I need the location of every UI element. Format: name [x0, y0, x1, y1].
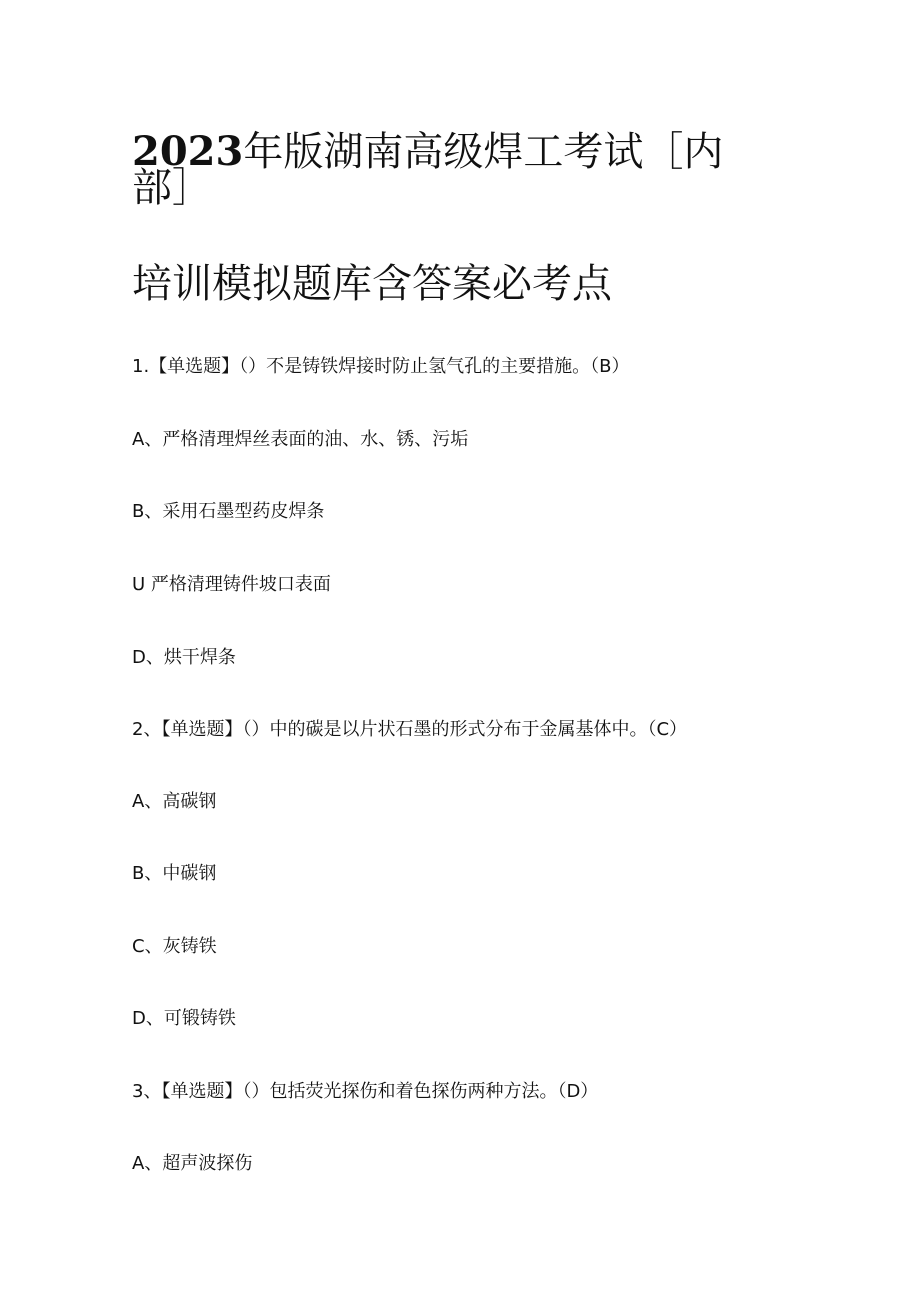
question-2-option-b: B、中碳钢: [132, 863, 217, 884]
document-title-line-2: 部］: [132, 165, 212, 211]
question-2-stem: 2、【单选题】（）中的碳是以片状石墨的形式分布于金属基体中。（C）: [132, 719, 688, 740]
question-1-option-a: A、严格清理焊丝表面的油、水、锈、污垢: [132, 429, 469, 450]
question-2-option-d: D、可锻铸铁: [132, 1008, 236, 1029]
title-line-1-text: 年版湖南高级焊工考试［内: [243, 129, 724, 175]
document-title-line-1: [132, 124, 723, 180]
question-1-option-d: D、烘干焊条: [132, 647, 236, 668]
question-2-option-c: C、灰铸铁: [132, 936, 217, 957]
question-3-option-a: A、超声波探伤: [132, 1153, 253, 1174]
title-year: 2023: [132, 128, 244, 175]
document-subtitle: 培训模拟题库含答案必考点: [132, 261, 612, 307]
question-1-option-b: B、采用石墨型药皮焊条: [132, 501, 325, 522]
question-1-option-c: U 严格清理铸件坡口表面: [132, 574, 331, 595]
question-1-stem: 1.【单选题】（）不是铸铁焊接时防止氢气孔的主要措施。（B）: [132, 356, 630, 377]
question-3-stem: 3、【单选题】（）包括荧光探伤和着色探伤两种方法。（D）: [132, 1081, 599, 1102]
question-2-option-a: A、高碳钢: [132, 791, 217, 812]
